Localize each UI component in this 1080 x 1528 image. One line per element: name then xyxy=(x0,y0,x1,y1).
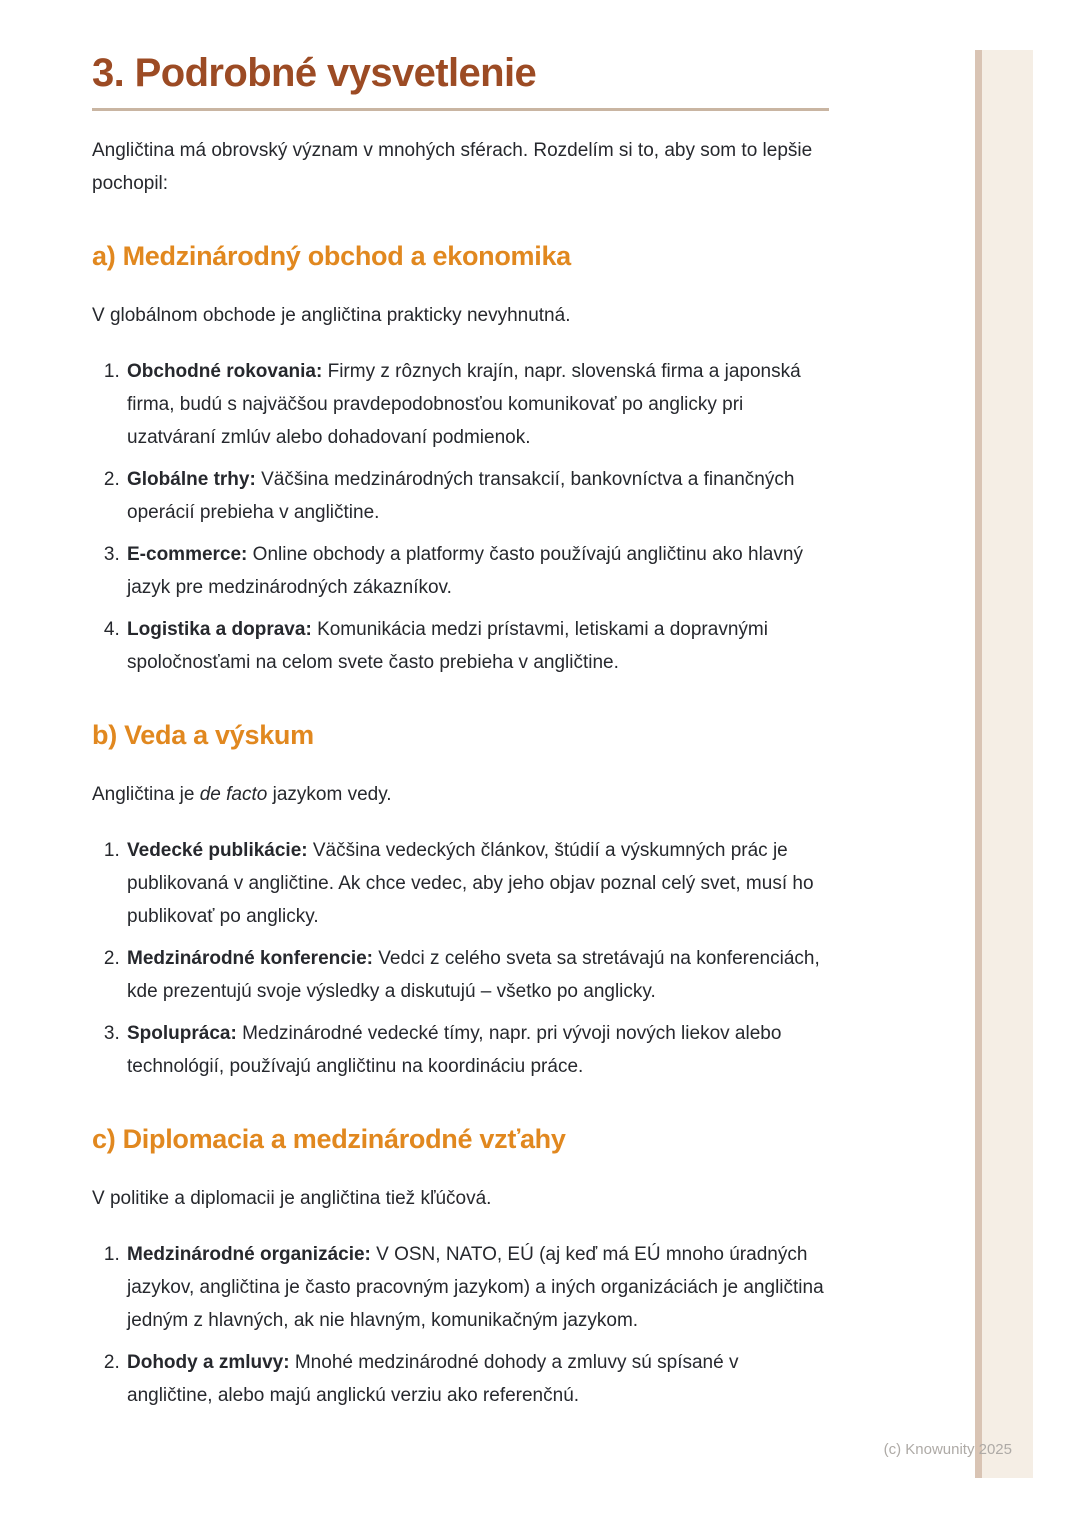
section-heading-b: b) Veda a výskum xyxy=(92,720,314,750)
list-item-text: Väčšina medzinárodných transakcií, bankovníctva a finančných operácií prebieha v angličtine. xyxy=(127,469,795,523)
list-item-text: Mnohé medzinárodné dohody a zmluvy sú spísané v angličtine, alebo majú anglickú verziu ako referenčnú. xyxy=(127,1352,739,1406)
document-content xyxy=(92,0,829,1412)
list-item-text: Firmy z rôznych krajín, napr. slovenská firma a japonská firma, budú s najväčšou pravdepodobnosťou komunikovať po anglicky pri uzatváraní zmlúv alebo dohadovaní podmienok. xyxy=(127,361,801,448)
section-heading-a: a) Medzinárodný obchod a ekonomika xyxy=(92,241,571,271)
list-item-lead: Globálne trhy: xyxy=(127,469,256,490)
list-item xyxy=(125,1346,829,1412)
list-item-lead: Medzinárodné organizácie: xyxy=(127,1244,371,1265)
list-item-text: Online obchody a platformy často používajú angličtinu ako hlavný jazyk pre medzinárodných zákazníkov. xyxy=(127,544,803,598)
section-intro-a: V globálnom obchode je angličtina prakticky nevyhnutná. xyxy=(92,305,571,326)
list-item-text: V OSN, NATO, EÚ (aj keď má EÚ mnoho úradných jazykov, angličtina je často pracovným jazykom) a iných organizáciách je angličtina jedným z hlavných, ak nie hlavným, komunikačným jazykom. xyxy=(127,1244,824,1331)
list-item-lead: Spolupráca: xyxy=(127,1023,237,1044)
list-item xyxy=(125,1238,829,1337)
intro-text-before: Angličtina je xyxy=(92,784,200,805)
list-item xyxy=(125,1017,829,1083)
list-item xyxy=(125,538,829,604)
list-item-lead: Vedecké publikácie: xyxy=(127,840,308,861)
list-item xyxy=(125,942,829,1008)
list-item xyxy=(125,613,829,679)
list-item-lead: Logistika a doprava: xyxy=(127,619,312,640)
section-heading-c: c) Diplomacia a medzinárodné vzťahy xyxy=(92,1124,566,1154)
section-list-b xyxy=(92,834,829,1083)
watermark: (c) Knowunity 2025 xyxy=(883,1441,1012,1458)
intro-text-italic: de facto xyxy=(199,784,268,805)
intro-text-after: jazykom vedy. xyxy=(267,784,392,805)
section-intro-c: V politike a diplomacii je angličtina tiež kľúčová. xyxy=(92,1188,492,1209)
list-item xyxy=(125,463,829,529)
section-list-c xyxy=(92,1238,829,1412)
section-list-a xyxy=(92,355,829,679)
list-item-text: Komunikácia medzi prístavmi, letiskami a dopravnými spoločnosťami na celom svete často prebieha v angličtine. xyxy=(127,619,768,673)
title-underline xyxy=(92,108,829,111)
list-item-text: Väčšina vedeckých článkov, štúdií a výskumných prác je publikovaná v angličtine. Ak chce vedec, aby jeho objav poznal celý svet, musí ho publikovať po anglicky. xyxy=(127,840,814,927)
intro-paragraph: Angličtina má obrovský význam v mnohých sférach. Rozdelím si to, aby som to lepšie pochopil: xyxy=(92,140,813,194)
list-item xyxy=(125,355,829,454)
list-item-lead: Dohody a zmluvy: xyxy=(127,1352,290,1373)
page-edge-stripe xyxy=(975,50,1033,1478)
page-title: 3. Podrobné vysvetlenie xyxy=(92,51,537,95)
list-item-lead: Obchodné rokovania: xyxy=(127,361,323,382)
list-item-text: Vedci z celého sveta sa stretávajú na konferenciách, kde prezentujú svoje výsledky a diskutujú – všetko po anglicky. xyxy=(127,948,820,1002)
list-item-text: Medzinárodné vedecké tímy, napr. pri vývoji nových liekov alebo technológií, používajú angličtinu na koordináciu práce. xyxy=(127,1023,782,1077)
list-item-lead: Medzinárodné konferencie: xyxy=(127,948,373,969)
list-item xyxy=(125,834,829,933)
list-item-lead: E-commerce: xyxy=(127,544,248,565)
section-intro-b xyxy=(92,778,829,811)
